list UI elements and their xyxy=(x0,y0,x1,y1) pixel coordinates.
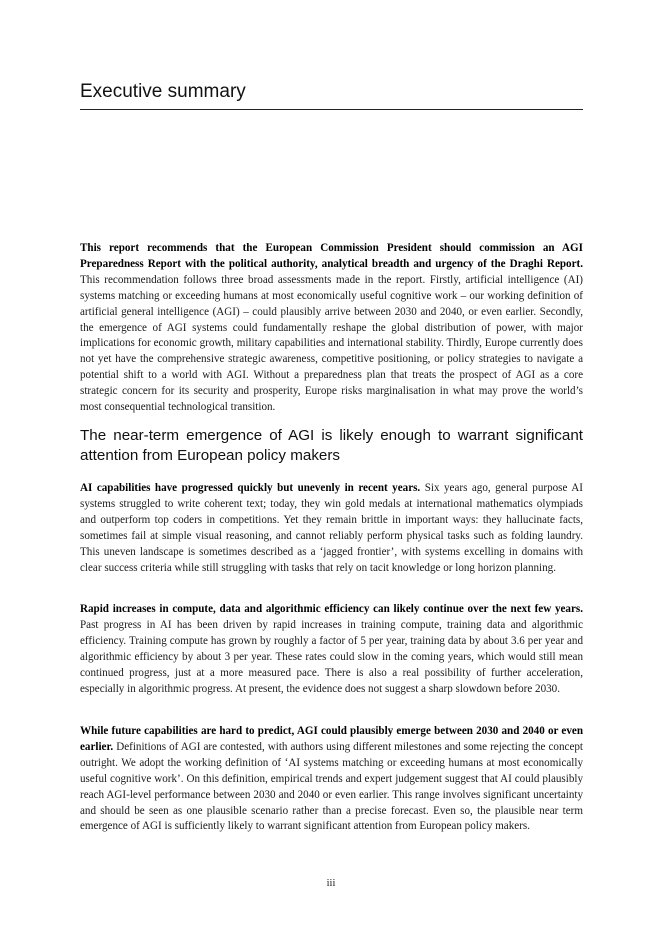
section-paragraph-compute xyxy=(80,602,583,697)
intro-body-text: This recommendation follows three broad assessments made in the report. Firstly, artificial intelligence (AI) systems matching or exceeding humans at most economically useful cognitive work – our working definition of artificial general intelligence (AGI) – could plausibly arrive between 2030 and 2040, or even earlier. Secondly, the emergence of AGI systems could fundamentally reshape the global distribution of power, with major implications for economic growth, military capabilities and international stability. Thirdly, Europe currently does not yet have the comprehensive strategic awareness, competitive positioning, or policy strategies to navigate a potential shift to a world with AGI. Without a preparedness plan that treats the prospect of AGI as a core strategic concern for its security and prosperity, Europe risks marginalisation in what may prove the world’s most consequential technological transition. xyxy=(80,273,583,414)
paragraph-lead-sentence: While future capabilities are hard to predict, AGI could plausibly emerge between 2030 and 2040 or even earlier. xyxy=(80,725,583,753)
paragraph-body-text: Past progress in AI has been driven by rapid increases in training compute, training data and algorithmic efficiency. Training compute has grown by roughly a factor of 5 per year, training data by about 3.6 per year and algorithmic efficiency by about 3 per year. These rates could slow in the coming years, which would still mean continued progress, just at a more measured pace. There is also a real possibility of further acceleration, especially in algorithmic progress. At present, the evidence does not suggest a sharp slowdown before 2030. xyxy=(80,618,583,695)
paragraph-body-text: Definitions of AGI are contested, with authors using different milestones and some rejecting the concept outright. We adopt the working definition of ‘AI systems matching or exceeding humans at most economically useful cognitive work’. On this definition, empirical trends and expert judgement suggest that AI could plausibly reach AGI-level performance between 2030 and 2040 or even earlier. This range involves significant uncertainty and should be seen as one plausible scenario rather than a precise forecast. Even so, the plausible near term emergence of AGI is sufficiently likely to warrant significant attention from European policy makers. xyxy=(80,740,583,833)
paragraph-body-text: Six years ago, general purpose AI systems struggled to write coherent text; today, they win gold medals at international mathematics olympiads and outperform top coders in competitions. Yet they remain brittle in important ways: they hallucinate facts, sometimes fail at simple visual reasoning, and cannot reliably perform physical tasks such as folding laundry. This uneven landscape is sometimes described as a ‘jagged frontier’, with systems excelling in domains with clear success criteria while still struggling with tasks that rely on tacit knowledge or long horizon planning. xyxy=(80,482,583,574)
section-heading: The near-term emergence of AGI is likely enough to warrant significant attention from European policy makers xyxy=(80,427,583,464)
intro-lead-sentence: This report recommends that the European Commission President should commission an AGI Preparedness Report with the political authority, analytical breadth and urgency of the Draghi Report. xyxy=(80,242,583,270)
paragraph-lead-sentence: AI capabilities have progressed quickly but unevenly in recent years. xyxy=(80,482,421,494)
chapter-title: Executive summary xyxy=(80,81,246,102)
page-number: iii xyxy=(326,878,336,889)
title-divider xyxy=(80,109,583,110)
section-paragraph-agi-timeline xyxy=(80,724,583,835)
section-paragraph-capabilities xyxy=(80,481,583,576)
intro-paragraph xyxy=(80,241,583,416)
paragraph-lead-sentence: Rapid increases in compute, data and algorithmic efficiency can likely continue over the next few years. xyxy=(80,603,583,615)
